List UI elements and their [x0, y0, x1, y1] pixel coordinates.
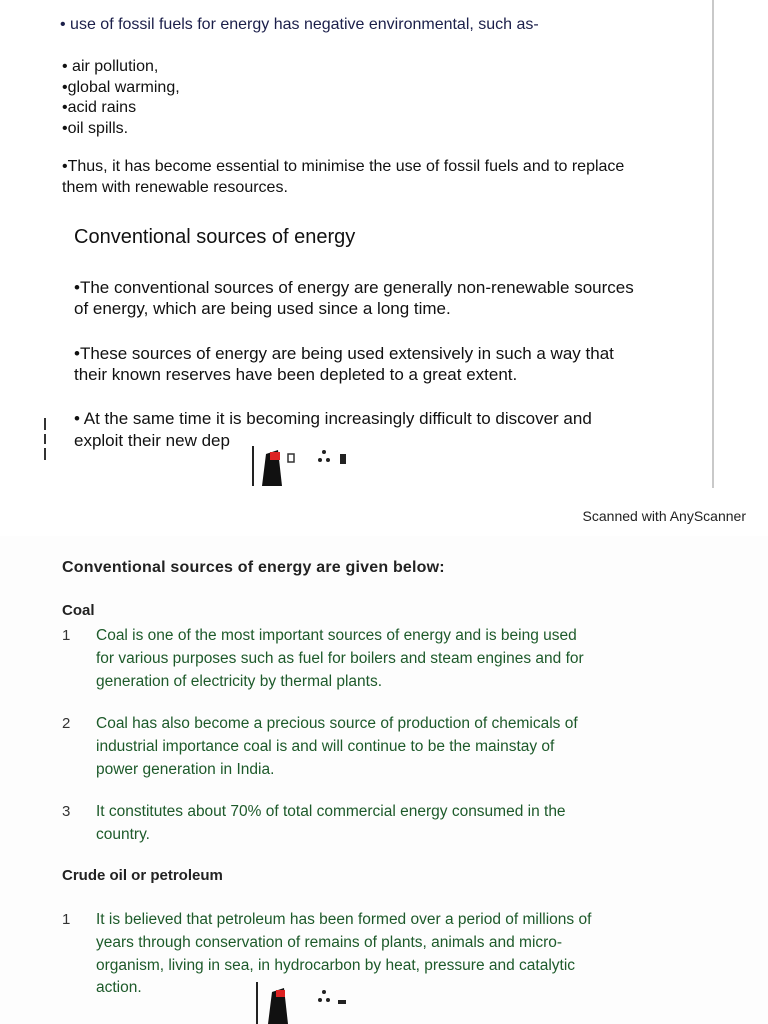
subheading-coal: Coal [62, 602, 95, 619]
coal-item-line: industrial importance coal is and will continue to be the mainstay of [96, 738, 555, 755]
crude-item-line: years through conservation of remains of plants, animals and micro- [96, 934, 563, 951]
coal-item-line: for various purposes such as fuel for boilers and steam engines and for [96, 650, 584, 667]
paragraph-line: of energy, which are being used since a long time. [74, 299, 451, 318]
coal-item-line: country. [96, 826, 150, 843]
list-number: 3 [62, 803, 71, 820]
margin-marks [44, 418, 52, 464]
subheading-crude-oil: Crude oil or petroleum [62, 867, 223, 884]
page-edge [712, 0, 714, 488]
paragraph-line: • At the same time it is becoming increasingly difficult to discover and [74, 409, 592, 428]
crude-item-line: action. [96, 979, 142, 996]
thus-line: them with renewable resources. [62, 179, 288, 196]
coal-item-line: It constitutes about 70% of total commercial energy consumed in the [96, 803, 566, 820]
crude-item-line: It is believed that petroleum has been formed over a period of millions of [96, 911, 592, 928]
section-heading: Conventional sources of energy are given below: [62, 559, 445, 576]
coal-item-line: Coal is one of the most important sources of energy and is being used [96, 627, 577, 644]
list-number: 1 [62, 627, 71, 644]
thus-line: •Thus, it has become essential to minimise the use of fossil fuels and to replace [62, 158, 625, 175]
effect-item: •oil spills. [62, 120, 129, 137]
effect-item: •acid rains [62, 99, 137, 116]
bottom-scanned-page [0, 536, 768, 1024]
crude-item-line: organism, living in sea, in hydrocarbon by heat, pressure and catalytic [96, 957, 576, 974]
section-heading: Conventional sources of energy [74, 226, 356, 248]
scanner-label: Scanned with AnyScanner [582, 508, 746, 524]
paragraph-line: •The conventional sources of energy are generally non-renewable sources [74, 278, 634, 297]
effect-item: • air pollution, [62, 58, 159, 75]
effect-item: •global warming, [62, 79, 180, 96]
coal-item-line: generation of electricity by thermal plants. [96, 673, 383, 690]
paragraph-line: •These sources of energy are being used extensively in such a way that [74, 344, 614, 363]
paragraph-line: exploit their new dep [74, 431, 230, 450]
list-number: 1 [62, 911, 71, 928]
list-number: 2 [62, 715, 71, 732]
top-scanned-page [0, 0, 768, 488]
coal-item-line: Coal has also become a precious source of production of chemicals of [96, 715, 578, 732]
scanner-watermark-icon [254, 976, 364, 1024]
paragraph-line: their known reserves have been depleted to a great extent. [74, 365, 518, 384]
scanner-watermark-icon [248, 440, 368, 486]
coal-item-line: power generation in India. [96, 761, 275, 778]
intro-line: • use of fossil fuels for energy has negative environmental, such as- [60, 16, 539, 33]
